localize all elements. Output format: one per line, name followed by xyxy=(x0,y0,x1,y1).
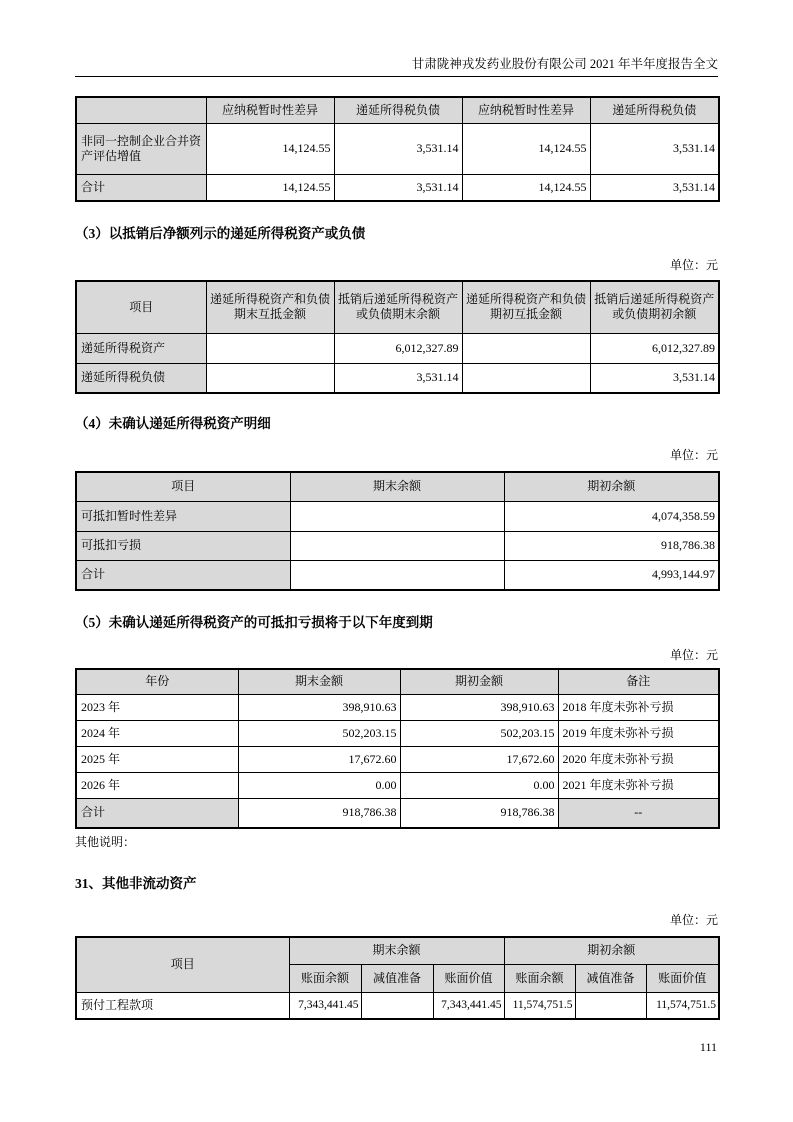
value-cell: 17,672.60 xyxy=(400,746,558,772)
taxable-temporary-differences-table xyxy=(75,96,720,202)
value-cell: 918,786.38 xyxy=(238,798,400,828)
column-header-cell: 账面余额 xyxy=(289,964,361,992)
row-label-cell: 2026 年 xyxy=(76,772,238,798)
section-5-heading: （5）未确认递延所得税资产的可抵扣亏损将于以下年度到期 xyxy=(75,615,433,630)
row-label-cell: 2024 年 xyxy=(76,720,238,746)
value-cell: 0.00 xyxy=(238,772,400,798)
row-label-cell: 合计 xyxy=(76,798,238,828)
group-header-cell: 期末余额 xyxy=(289,937,504,964)
column-header-cell: 递延所得税负债 xyxy=(334,97,462,123)
note-cell: 2018 年度未弥补亏损 xyxy=(558,694,719,720)
value-cell: 502,203.15 xyxy=(400,720,558,746)
value-cell: 3,531.14 xyxy=(334,174,462,201)
table-header-row xyxy=(76,669,719,694)
row-label-cell: 可抵扣暂时性差异 xyxy=(76,501,290,531)
table-row xyxy=(76,720,719,746)
value-cell xyxy=(575,992,646,1019)
column-header-cell: 年份 xyxy=(76,669,238,694)
column-header-cell: 递延所得税负债 xyxy=(590,97,719,123)
item-header-cell: 项目 xyxy=(76,937,289,992)
table-header-row xyxy=(76,97,719,123)
column-header-cell: 递延所得税资产和负债期末互抵金额 xyxy=(206,281,334,333)
column-header-cell: 项目 xyxy=(76,472,290,501)
column-header-cell: 期末余额 xyxy=(290,472,504,501)
table-row xyxy=(76,363,719,393)
group-header-cell: 期初余额 xyxy=(504,937,719,964)
column-header-cell: 递延所得税资产和负债期初互抵金额 xyxy=(462,281,590,333)
value-cell xyxy=(290,560,504,590)
column-header-cell: 期初金额 xyxy=(400,669,558,694)
table-header-row xyxy=(76,472,719,501)
column-header-cell: 期初余额 xyxy=(504,472,719,501)
unrecognized-deferred-tax-assets-table xyxy=(75,471,720,591)
section-4-unit-label: 单位：元 xyxy=(669,448,718,462)
value-cell: 11,574,751.5 xyxy=(504,992,575,1019)
value-cell: 11,574,751.5 xyxy=(646,992,719,1019)
table-row xyxy=(76,531,719,560)
value-cell: 14,124.55 xyxy=(206,123,334,174)
note-cell: -- xyxy=(558,798,719,828)
value-cell: 7,343,441.45 xyxy=(433,992,504,1019)
page-header-title: 甘肃陇神戎发药业股份有限公司 2021 年半年度报告全文 xyxy=(75,56,718,77)
value-cell xyxy=(290,531,504,560)
section-5-unit-label: 单位：元 xyxy=(669,648,718,662)
value-cell: 7,343,441.45 xyxy=(289,992,361,1019)
row-label-cell: 非同一控制企业合并资产评估增值 xyxy=(76,123,206,174)
value-cell xyxy=(361,992,433,1019)
value-cell: 14,124.55 xyxy=(462,174,590,201)
column-header-cell: 项目 xyxy=(76,281,206,333)
value-cell: 3,531.14 xyxy=(590,123,719,174)
section-4-heading: （4）未确认递延所得税资产明细 xyxy=(75,416,271,431)
column-header-cell: 抵销后递延所得税资产或负债期初余额 xyxy=(590,281,719,333)
section-31-unit-label: 单位：元 xyxy=(669,913,718,927)
column-header-cell: 账面余额 xyxy=(504,964,575,992)
row-label-cell: 递延所得税负债 xyxy=(76,363,206,393)
value-cell: 14,124.55 xyxy=(206,174,334,201)
offset-net-deferred-tax-table xyxy=(75,280,720,394)
deductible-losses-expiry-table xyxy=(75,668,720,829)
row-label-cell: 2025 年 xyxy=(76,746,238,772)
table-header-row xyxy=(76,281,719,333)
column-header-cell xyxy=(76,97,206,123)
row-label-cell: 2023 年 xyxy=(76,694,238,720)
table-total-row xyxy=(76,174,719,201)
note-cell: 2019 年度未弥补亏损 xyxy=(558,720,719,746)
column-header-cell: 备注 xyxy=(558,669,719,694)
other-noncurrent-assets-table xyxy=(75,936,720,1020)
value-cell xyxy=(462,363,590,393)
value-cell: 0.00 xyxy=(400,772,558,798)
table-row xyxy=(76,123,719,174)
table-row xyxy=(76,333,719,363)
note-cell: 2021 年度未弥补亏损 xyxy=(558,772,719,798)
value-cell: 14,124.55 xyxy=(462,123,590,174)
column-header-cell: 账面价值 xyxy=(433,964,504,992)
value-cell: 4,993,144.97 xyxy=(504,560,719,590)
value-cell: 502,203.15 xyxy=(238,720,400,746)
row-label-cell: 递延所得税资产 xyxy=(76,333,206,363)
value-cell: 3,531.14 xyxy=(590,174,719,201)
section-3-unit-label: 单位：元 xyxy=(669,258,718,272)
section-31-heading: 31、其他非流动资产 xyxy=(75,876,197,891)
column-header-cell: 减值准备 xyxy=(361,964,433,992)
value-cell: 398,910.63 xyxy=(238,694,400,720)
value-cell xyxy=(206,333,334,363)
row-label-cell: 可抵扣亏损 xyxy=(76,531,290,560)
note-cell: 2020 年度未弥补亏损 xyxy=(558,746,719,772)
value-cell: 398,910.63 xyxy=(400,694,558,720)
table-row xyxy=(76,746,719,772)
value-cell: 3,531.14 xyxy=(590,363,719,393)
value-cell: 17,672.60 xyxy=(238,746,400,772)
column-header-cell: 期末金额 xyxy=(238,669,400,694)
value-cell: 4,074,358.59 xyxy=(504,501,719,531)
table-row xyxy=(76,694,719,720)
value-cell xyxy=(290,501,504,531)
value-cell xyxy=(462,333,590,363)
section-3-heading: （3）以抵销后净额列示的递延所得税资产或负债 xyxy=(75,226,366,241)
table-total-row xyxy=(76,798,719,828)
column-header-cell: 应纳税暂时性差异 xyxy=(206,97,334,123)
table-total-row xyxy=(76,560,719,590)
value-cell: 3,531.14 xyxy=(334,363,462,393)
column-header-cell: 减值准备 xyxy=(575,964,646,992)
column-header-cell: 账面价值 xyxy=(646,964,719,992)
column-header-cell: 抵销后递延所得税资产或负债期末余额 xyxy=(334,281,462,333)
table-row xyxy=(76,772,719,798)
value-cell: 918,786.38 xyxy=(504,531,719,560)
row-label-cell: 合计 xyxy=(76,174,206,201)
column-header-cell: 应纳税暂时性差异 xyxy=(462,97,590,123)
value-cell: 918,786.38 xyxy=(400,798,558,828)
other-notes-label: 其他说明： xyxy=(75,835,136,849)
value-cell xyxy=(206,363,334,393)
row-label-cell: 预付工程款项 xyxy=(76,992,289,1019)
row-label-cell: 合计 xyxy=(76,560,290,590)
value-cell: 6,012,327.89 xyxy=(590,333,719,363)
page-number: 111 xyxy=(699,1040,717,1054)
value-cell: 3,531.14 xyxy=(334,123,462,174)
table-group-header-row xyxy=(76,937,719,964)
value-cell: 6,012,327.89 xyxy=(334,333,462,363)
table-row xyxy=(76,501,719,531)
table-row xyxy=(76,992,719,1019)
